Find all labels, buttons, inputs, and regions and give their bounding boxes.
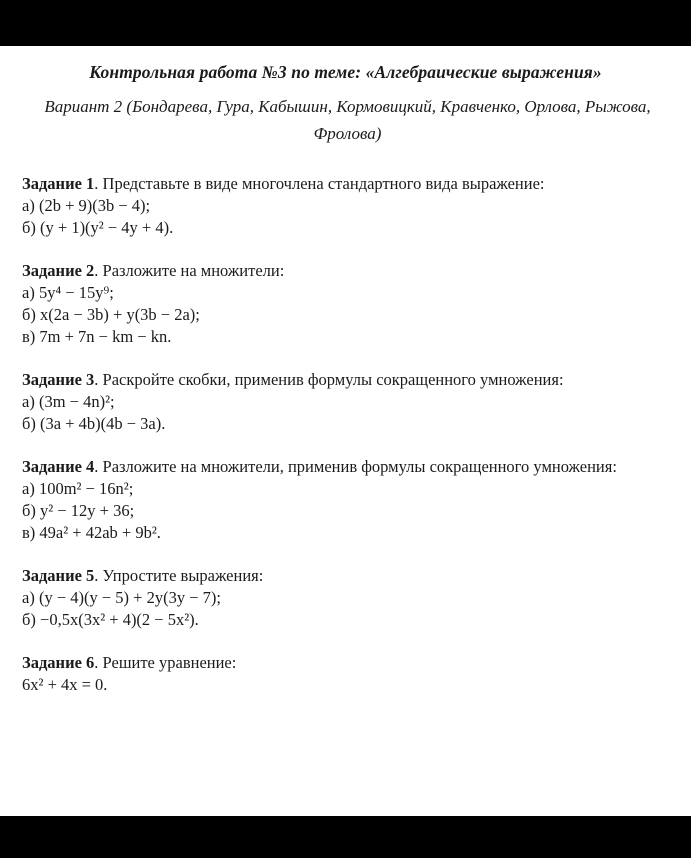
task-block [22, 260, 671, 348]
task-prompt: . Решите уравнение: [94, 653, 237, 672]
task-prompt: . Раскройте скобки, применив формулы сокращенного умножения: [94, 370, 564, 389]
task-item: а) (3m − 4n)²; [22, 392, 115, 411]
letterbox-top-bar [0, 0, 691, 46]
task-label: Задание 2 [22, 261, 95, 280]
task-prompt: . Разложите на множители: [94, 261, 285, 280]
task-block [22, 173, 671, 239]
task-prompt: . Представьте в виде многочлена стандартного вида выражение: [94, 174, 545, 193]
task-heading [22, 456, 671, 478]
task-item: а) 5y⁴ − 15y⁹; [22, 283, 114, 302]
task-list [0, 173, 691, 696]
task-block [22, 369, 671, 435]
letterbox-bottom-bar [0, 816, 691, 858]
page-title: Контрольная работа №3 по теме: «Алгебраические выражения» [89, 62, 602, 82]
task-item: б) −0,5x(3x² + 4)(2 − 5x²). [22, 610, 199, 629]
task-label: Задание 3 [22, 370, 95, 389]
task-item: б) y² − 12y + 36; [22, 501, 135, 520]
task-item: 6x² + 4x = 0. [22, 675, 108, 694]
task-item: в) 49a² + 42ab + 9b². [22, 523, 161, 542]
task-item: а) 100m² − 16n²; [22, 479, 134, 498]
task-heading [22, 652, 671, 674]
task-label: Задание 4 [22, 457, 95, 476]
task-label: Задание 1 [22, 174, 95, 193]
task-block [22, 456, 671, 544]
task-label: Задание 5 [22, 566, 95, 585]
task-item: б) x(2a − 3b) + y(3b − 2a); [22, 305, 200, 324]
task-block [22, 652, 671, 696]
task-item: в) 7m + 7n − km − kn. [22, 327, 172, 346]
task-prompt: . Упростите выражения: [94, 566, 264, 585]
task-heading [22, 173, 671, 195]
task-heading [22, 565, 671, 587]
task-item: б) (y + 1)(y² − 4y + 4). [22, 218, 174, 237]
task-prompt: . Разложите на множители, применив формулы сокращенного умножения: [94, 457, 617, 476]
task-heading [22, 369, 671, 391]
worksheet-page [0, 46, 691, 816]
task-heading [22, 260, 671, 282]
task-item: а) (y − 4)(y − 5) + 2y(3y − 7); [22, 588, 221, 607]
page-subtitle-variant: Вариант 2 (Бондарева, Гура, Кабышин, Кормовицкий, Кравченко, Орлова, Рыжова, Фролова) [44, 97, 651, 143]
task-label: Задание 6 [22, 653, 95, 672]
task-item: б) (3a + 4b)(4b − 3a). [22, 414, 166, 433]
task-item: а) (2b + 9)(3b − 4); [22, 196, 151, 215]
task-block [22, 565, 671, 631]
